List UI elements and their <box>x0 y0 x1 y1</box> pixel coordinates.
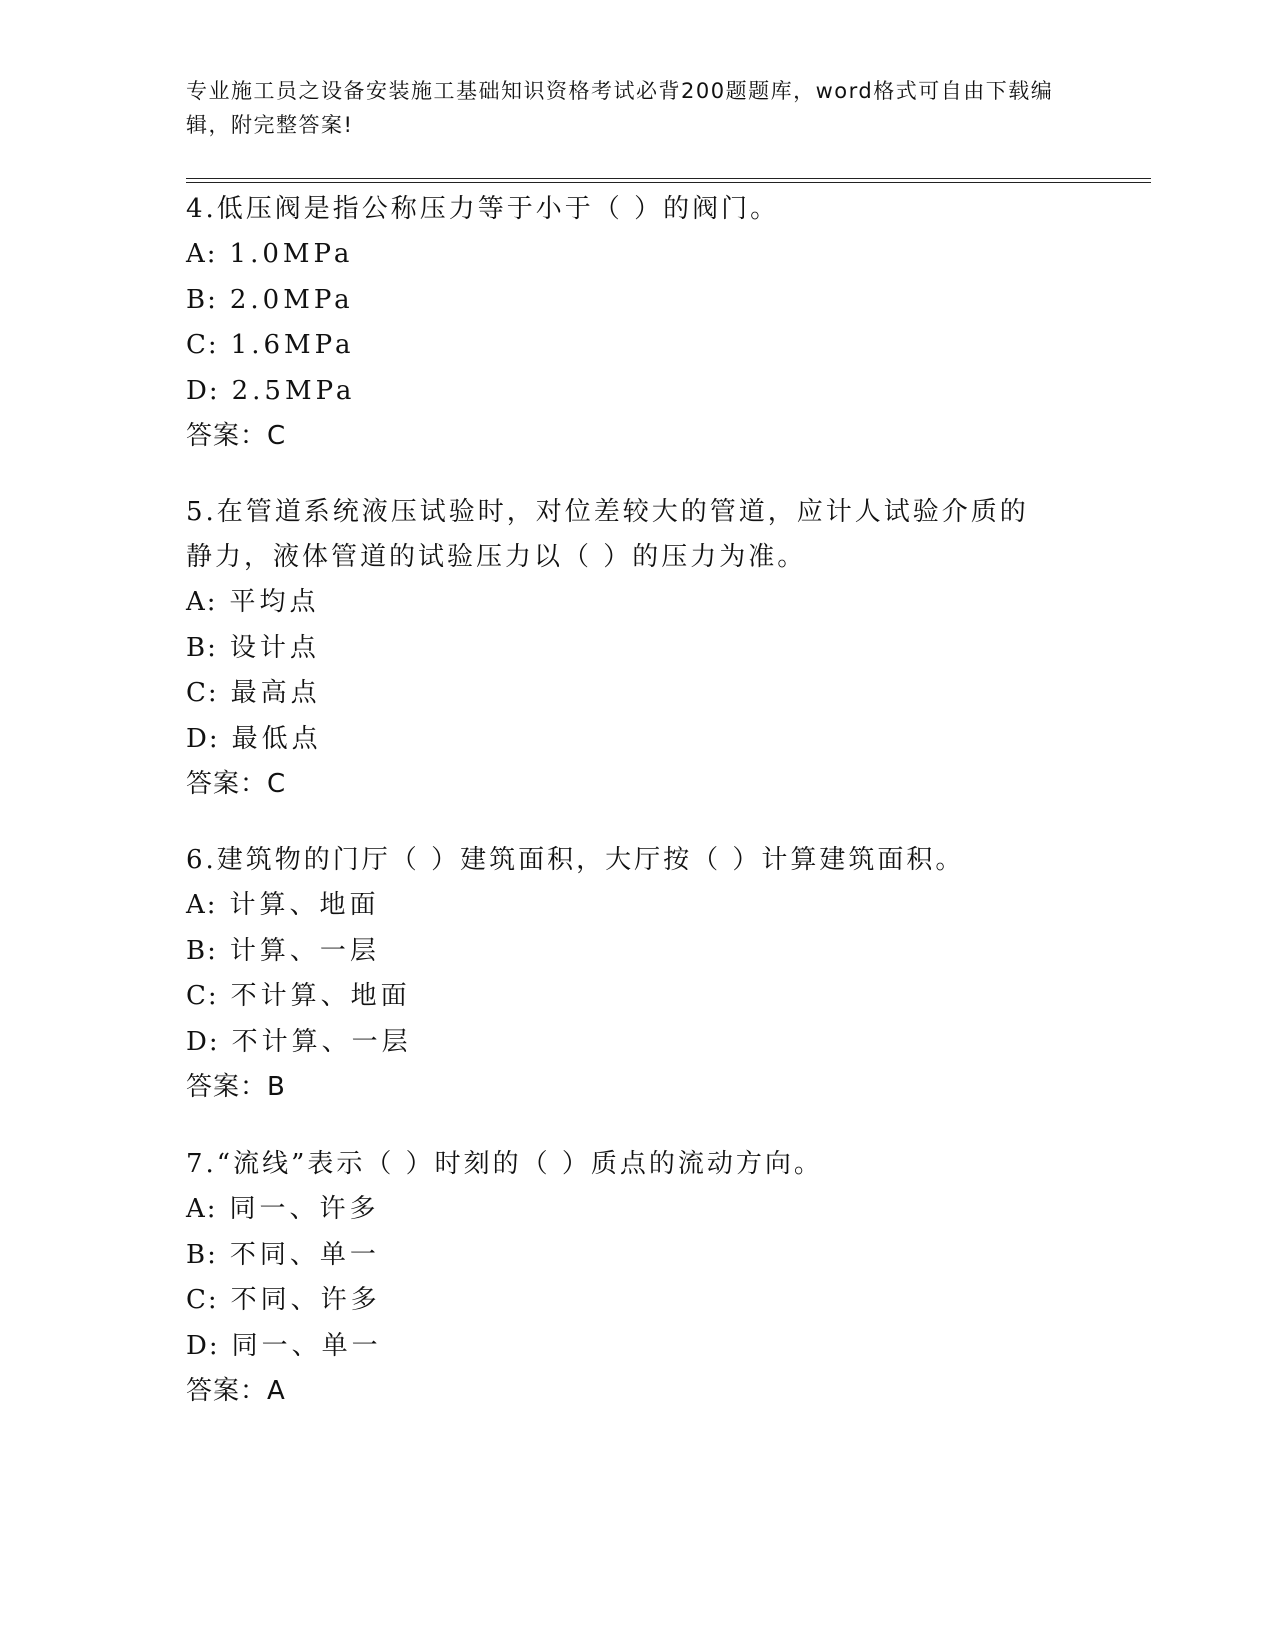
option-label: D: <box>186 1330 220 1361</box>
question-block <box>186 490 1086 807</box>
option-label: A: <box>186 1194 218 1224</box>
option-c <box>186 974 1086 1020</box>
header-divider-top <box>186 178 1151 179</box>
question-block <box>186 1142 1086 1414</box>
option-value: 1.6MPa <box>230 330 355 360</box>
option-label: D: <box>186 375 220 406</box>
option-value: 不计算、地面 <box>230 981 411 1011</box>
question-block <box>186 187 1086 459</box>
option-value: 最低点 <box>231 723 322 754</box>
option-label: C: <box>186 981 219 1011</box>
option-label: C: <box>186 330 219 360</box>
option-label: C: <box>186 1285 219 1315</box>
option-value: 计算、地面 <box>229 890 380 920</box>
option-value: 平均点 <box>229 587 320 617</box>
option-label: A: <box>186 890 218 920</box>
answer-text: 答案：B <box>186 1072 286 1102</box>
question-text: 6.建筑物的门厅（ ）建筑面积，大厅按（ ）计算建筑面积。 <box>186 845 965 875</box>
option-value: 设计点 <box>229 632 320 663</box>
option-b <box>186 1233 1086 1279</box>
option-a <box>186 1187 1086 1233</box>
answer-text: 答案：C <box>186 421 287 451</box>
option-c <box>186 1278 1086 1324</box>
option-label: A: <box>186 239 218 269</box>
answer-text: 答案：A <box>186 1376 286 1406</box>
option-value: 同一、许多 <box>229 1194 380 1224</box>
option-b <box>186 929 1086 975</box>
option-label: B: <box>186 935 218 966</box>
option-value: 2.0MPa <box>229 284 354 315</box>
option-a <box>186 232 1086 278</box>
option-label: B: <box>186 284 218 315</box>
option-label: B: <box>186 1239 218 1270</box>
option-b <box>186 278 1086 324</box>
option-value: 不同、许多 <box>230 1285 381 1315</box>
option-a <box>186 883 1086 929</box>
question-text: 5.在管道系统液压试验时，对位差较大的管道，应计人试验介质的静力，液体管道的试验压力以（ ）的压力为准。 <box>186 497 1029 572</box>
option-value: 最高点 <box>230 678 321 708</box>
option-d <box>186 1020 1086 1066</box>
option-c <box>186 671 1086 717</box>
option-label: A: <box>186 587 218 617</box>
answer-text: 答案：C <box>186 769 287 799</box>
option-value: 2.5MPa <box>231 375 356 406</box>
question-text: 4.低压阀是指公称压力等于小于（ ）的阀门。 <box>186 194 780 224</box>
option-label: B: <box>186 632 218 663</box>
question-block <box>186 838 1086 1110</box>
option-value: 1.0MPa <box>229 239 354 269</box>
option-d <box>186 1324 1086 1370</box>
option-label: D: <box>186 723 220 754</box>
question-text: 7.“流线”表示（ ）时刻的（ ）质点的流动方向。 <box>186 1149 823 1179</box>
option-d <box>186 369 1086 415</box>
option-value: 不计算、一层 <box>231 1026 412 1057</box>
option-value: 同一、单一 <box>231 1330 382 1361</box>
option-value: 不同、单一 <box>229 1239 380 1270</box>
option-a <box>186 580 1086 626</box>
header-divider-bottom <box>186 182 1151 183</box>
option-c <box>186 323 1086 369</box>
option-label: C: <box>186 678 219 708</box>
document-header: 专业施工员之设备安装施工基础知识资格考试必背200题题库，word格式可自由下载编辑，附完整答案! <box>186 79 1054 137</box>
option-value: 计算、一层 <box>229 935 380 966</box>
option-d <box>186 717 1086 763</box>
option-label: D: <box>186 1026 220 1057</box>
option-b <box>186 626 1086 672</box>
